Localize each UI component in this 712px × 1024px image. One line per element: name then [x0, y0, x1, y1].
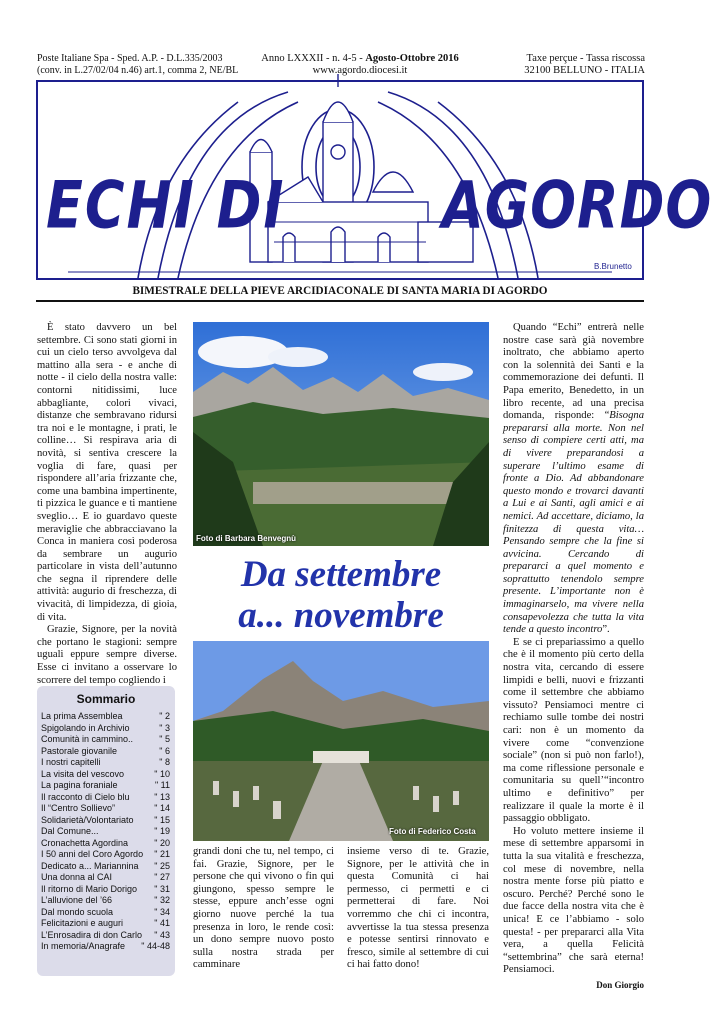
sommario-item-page: " 5 — [159, 734, 170, 744]
issue-number: Anno LXXXII - n. 4-5 - — [261, 53, 366, 64]
sommario-item — [37, 769, 175, 781]
right-paragraph-3: Ho voluto mettere insieme il mese di settembre apparsomi in tutta la sua vitalità e freschezza, col mese di novembre, nella nostra mente forse più piatto e oscuro. Perché? Perché sono le due facce della nostra vita che è unica! E ce l’abbiamo - solo questa! - per prepararci alla Vita vera, a quella Felicità “settembrina” che sarà eterna! Pensiamoci. — [503, 825, 644, 976]
sommario-item — [37, 941, 175, 953]
sommario-item-page: " 34 — [154, 906, 170, 917]
sommario-item — [37, 918, 175, 930]
author-signature: Don Giorgio — [596, 979, 644, 990]
website-link[interactable]: www.agordo.diocesi.it — [312, 65, 408, 76]
bottom-middle-column — [347, 846, 489, 972]
sommario-item-label: Felicitazioni e auguri — [41, 918, 124, 928]
sommario-item — [37, 792, 175, 804]
sommario-item-page: " 32 — [154, 895, 170, 905]
sommario-item-label: Comunità in cammino.. — [41, 734, 134, 744]
sommario-item-label: Dal mondo scuola — [41, 906, 114, 917]
sommario-item-label: La prima Assemblea — [41, 711, 123, 721]
sommario-item-page: " 8 — [159, 757, 170, 767]
sommario-item-label: Il ritorno di Mario Dorigo — [41, 883, 138, 894]
sommario-item-label: Cronachetta Agordina — [41, 837, 129, 848]
sommario-item-page: " 15 — [154, 814, 170, 825]
issue-info — [250, 53, 470, 77]
cemetery-image — [193, 641, 489, 841]
sommario-box — [37, 686, 175, 976]
sommario-item-page: " 13 — [154, 791, 170, 802]
sommario-item — [37, 838, 175, 850]
sommario-item-label: Spigolando in Archivio — [41, 722, 130, 733]
divider-rule — [36, 300, 644, 302]
photo-2-caption: Foto di Federico Costa — [389, 827, 476, 836]
sommario-item — [37, 884, 175, 896]
left-column — [37, 322, 177, 687]
main-title-line-1: Da settembre — [240, 554, 442, 595]
sommario-item-label: Solidarietà/Volontariato — [41, 814, 134, 825]
sommario-item-page: " 31 — [154, 883, 170, 894]
right-p1-quote: Bisogna prepararsi alla morte. Non nel senso di compiere certi atti, ma di vivere preparandosi a superare l’ultimo esame di fronte a Dio. Ad abbandonare questo mondo e trovarci davanti a Lui e ai Santi, agli amici e ai nemici. Ad accettare, diciamo, la finitezza di questa vita… Pensando sempre che la fine si avvicina. Cercando di prepararci a quel momento e soprattutto tenendolo sempre presente. L’importante non è immaginarselo, ma vivere nella consapevolezza che tutta la vita tende a questo incontro — [503, 410, 644, 636]
sommario-item — [37, 711, 175, 723]
right-paragraph-2: E se ci prepariassimo a quello che è il momento più certo della nostra vita, cercando di essere limpidi e belli, nuovi e frizzanti come il settembre che abbiamo vissuto? Pensiamoci mentre ci rechiamo sulle tombe dei nostri cari: non è un momento da vivere come “convenzione sociale” (non si può non farlo!), ma come riflessione personale e comunitaria su quell’“incontro ultimo e definitivo” per realizzare il quale la morte è il passaggio obbligato. — [503, 636, 644, 825]
masthead-title-right: AGORDO — [442, 167, 712, 244]
masthead — [36, 80, 712, 280]
sommario-item-label: In memoria/Anagrafe — [41, 941, 126, 951]
sommario-item-label: La visita del vescovo — [41, 768, 125, 779]
sommario-item — [37, 780, 175, 792]
sommario-item-label: Pastorale giovanile — [41, 745, 118, 756]
sommario-item — [37, 930, 175, 942]
sommario-item — [37, 723, 175, 735]
bottom-left-column — [193, 846, 334, 972]
sommario-item-page: " 2 — [159, 711, 170, 721]
sommario-item — [37, 895, 175, 907]
photo-mountains — [193, 322, 489, 546]
tax-line-1: Taxe perçue - Tassa riscossa — [526, 53, 645, 64]
issue-date: Agosto-Ottobre 2016 — [365, 53, 459, 64]
sommario-item-label: Dedicato a... Mariannina — [41, 860, 139, 871]
sommario-title: Sommario — [76, 692, 136, 706]
sommario-item-label: L’alluvione del ’66 — [41, 895, 113, 905]
left-paragraph-1: È stato davvero un bel settembre. Ci sono stati giorni in cui un cielo terso avvolgeva dal mattino alla sera - e anche di notte - il cielo della nostra valle: contorni nitidissimi, luce abbagliante, colori vivaci, distanze che sembravano ridursi tra noi e le montagne, i prati, le colline… Si respirava aria di novità, si sentiva crescere la voglia di fare, quasi per rispondere all’aria frizzante che, come una bambina impertinente, ti pizzica le guance e ti mantiene sveglio… E io guardavo queste meraviglie che abbracciavano la Conca in maniera così poderosa da sembrare un augurio particolare in vista dell’autunno che segna il riprendere delle attività: augurio di freschezza, di vivacità, di limpidezza, di gioia, di vita. — [37, 322, 177, 623]
sommario-item — [37, 757, 175, 769]
main-title-line-2: a... novembre — [238, 595, 444, 636]
right-p1-start: Quando “Echi” entrerà nelle nostre case sarà già novembre inoltrato, che abbiamo aperto con la solennità dei Santi e la commemorazione dei defunti. Il Papa emerito, Benedetto, in un libro recente, ad una precisa domanda, risponde: “ — [503, 322, 644, 422]
sommario-item-page: " 10 — [154, 768, 170, 779]
artist-signature: B.Brunetto — [594, 262, 632, 271]
sommario-item-page: " 6 — [159, 745, 170, 756]
photo-1-caption: Foto di Barbara Benvegnù — [196, 534, 297, 543]
bottom-middle-text: insieme verso di te. Grazie, Signore, per le attività che in questa Comunità ci hai permesso, ci permetti e ci permetterai di fare. Noi vorremmo che chi ci incontra, avvertisse la tua stessa presenza e potesse sentirsi rinnovato e fresco, simile al settembre di cui ci hai fatto dono! — [347, 846, 489, 971]
sommario-item-label: L’Enrosadira di don Carlo — [41, 929, 143, 940]
right-p1-end: ”. — [602, 624, 610, 636]
sommario-item-page: " 11 — [154, 780, 170, 790]
sommario-item-page: " 25 — [154, 860, 170, 871]
sommario-item — [37, 746, 175, 758]
sommario-item — [37, 872, 175, 884]
sommario-item-page: " 14 — [154, 803, 170, 813]
postal-info — [37, 53, 267, 77]
sommario-item-label: Dal Comune... — [41, 826, 99, 836]
sommario-item-label: La pagina foraniale — [41, 780, 118, 790]
right-column — [503, 322, 644, 991]
sommario-item — [37, 907, 175, 919]
sommario-item-label: I nostri capitelli — [41, 757, 101, 767]
sommario-item-label: I 50 anni del Coro Agordo — [41, 849, 144, 859]
sommario-item-page: " 19 — [154, 826, 170, 836]
sommario-item-page: " 21 — [154, 849, 170, 859]
sommario-item-page: " 43 — [154, 929, 170, 940]
sommario-item-label: Il racconto di Cielo blu — [41, 791, 130, 802]
sommario-item — [37, 849, 175, 861]
postal-line-2: (conv. in L.27/02/04 n.46) art.1, comma 2, NE/BL — [37, 65, 239, 76]
masthead-title-left: ECHI DI — [46, 167, 286, 244]
sommario-item — [37, 815, 175, 827]
tax-line-2: 32100 BELLUNO - ITALIA — [524, 65, 645, 76]
sommario-item-page: " 44-48 — [141, 941, 170, 951]
sommario-item — [37, 734, 175, 746]
photo-cemetery — [193, 641, 489, 841]
sommario-item-label: Una donna al CAI — [41, 872, 113, 882]
right-paragraph-1 — [503, 322, 644, 637]
subtitle: BIMESTRALE DELLA PIEVE ARCIDIACONALE DI SANTA MARIA DI AGORDO — [132, 285, 548, 297]
postal-line-1: Poste Italiane Spa - Sped. A.P. - D.L.335/2003 — [37, 53, 223, 64]
sommario-item-page: " 41 — [154, 918, 170, 928]
sommario-item-page: " 3 — [159, 722, 170, 733]
tax-info — [490, 53, 645, 77]
sommario-item — [37, 803, 175, 815]
sommario-item-page: " 27 — [154, 872, 170, 882]
mountain-landscape-image — [193, 322, 489, 546]
sommario-item — [37, 861, 175, 873]
sommario-item-page: " 20 — [154, 837, 170, 848]
sommario-item-label: Il “Centro Sollievo” — [41, 803, 116, 813]
sommario-item — [37, 826, 175, 838]
sommario-list — [37, 711, 175, 953]
left-paragraph-2: Grazie, Signore, per la novità che portano le stagioni: sempre uguali eppure sempre diverse. Esse ci invitano a osservare lo scorrere del tempo cogliendo i — [37, 624, 177, 686]
bottom-left-text: grandi doni che tu, nel tempo, ci fai. Grazie, Signore, per le persone che qui vivono o fin qui giungono, spesso sempre le stesse, eppure anch’esse ogni giorno nuove perché la tua presenza in loro, le rende così: un dono sempre nuovo posto sulla nostra strada per camminare — [193, 846, 334, 971]
